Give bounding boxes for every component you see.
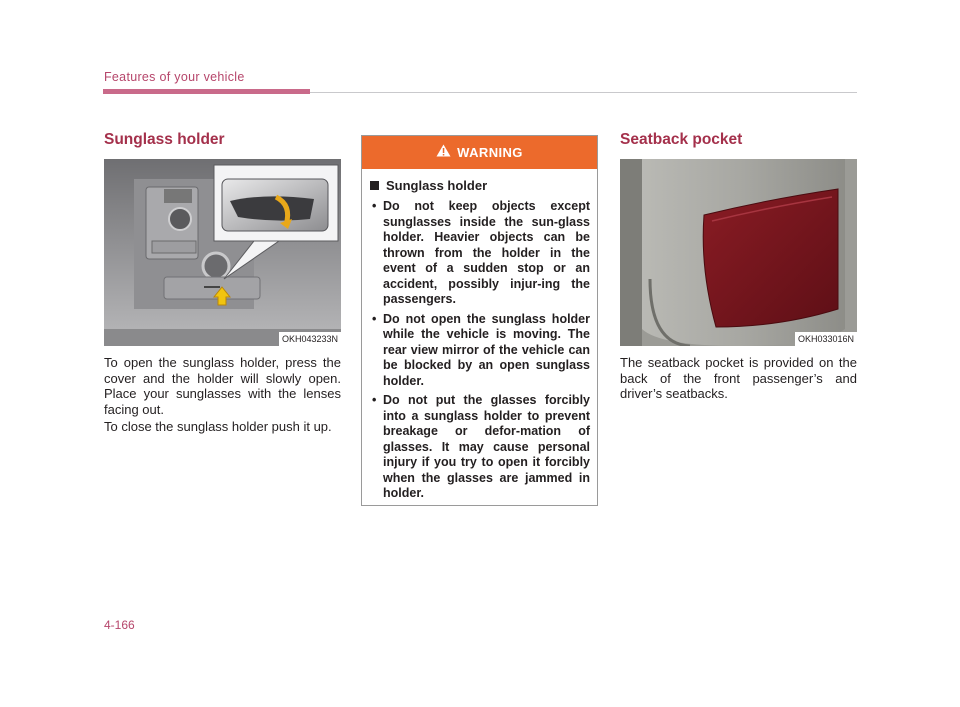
image-code: OKH033016N: [795, 332, 857, 346]
warning-header: [362, 136, 597, 169]
warning-item: • Do not keep objects except sunglasses inside the sun-glass holder. Heavier objects can be thrown from the holder in the event of a sudden stop or an accident, possibly injur-ing the passengers.: [372, 199, 590, 308]
warning-box: [361, 135, 598, 506]
paragraph: To close the sunglass holder push it up.: [104, 419, 332, 434]
warning-item: • Do not open the sunglass holder while the vehicle is moving. The rear view mirror of the vehicle can be blocked by an open sunglass holder.: [372, 312, 590, 390]
header-rule: [310, 92, 857, 93]
sunglass-holder-heading: Sunglass holder: [104, 131, 225, 148]
warning-subtitle: [370, 178, 487, 193]
warning-item: • Do not put the glasses forcibly into a sunglass holder to prevent breakage or defor-mation of glasses. It may cause personal injury if you try to open it forcibly when the glasses are jammed in holder.: [372, 393, 590, 502]
header-rule-accent: [103, 89, 310, 94]
warning-list: [372, 199, 590, 506]
seatback-pocket-heading: Seatback pocket: [620, 131, 743, 148]
seatback-pocket-photo: [620, 159, 857, 346]
paragraph: The seatback pocket is provided on the back of the front passenger’s and driver’s seatbacks.: [620, 355, 857, 401]
section-title: Features of your vehicle: [104, 70, 245, 84]
paragraph: To open the sunglass holder, press the cover and the holder will slowly open. Place your sunglasses with the lenses facing out.: [104, 355, 341, 417]
warning-subtitle-text: Sunglass holder: [386, 178, 488, 193]
page-number: 4-166: [104, 618, 135, 632]
image-code: OKH043233N: [279, 332, 341, 346]
warning-title: WARNING: [457, 145, 523, 160]
sunglass-holder-photo: [104, 159, 341, 346]
square-bullet-icon: [370, 181, 379, 190]
warning-triangle-icon: [436, 144, 451, 162]
